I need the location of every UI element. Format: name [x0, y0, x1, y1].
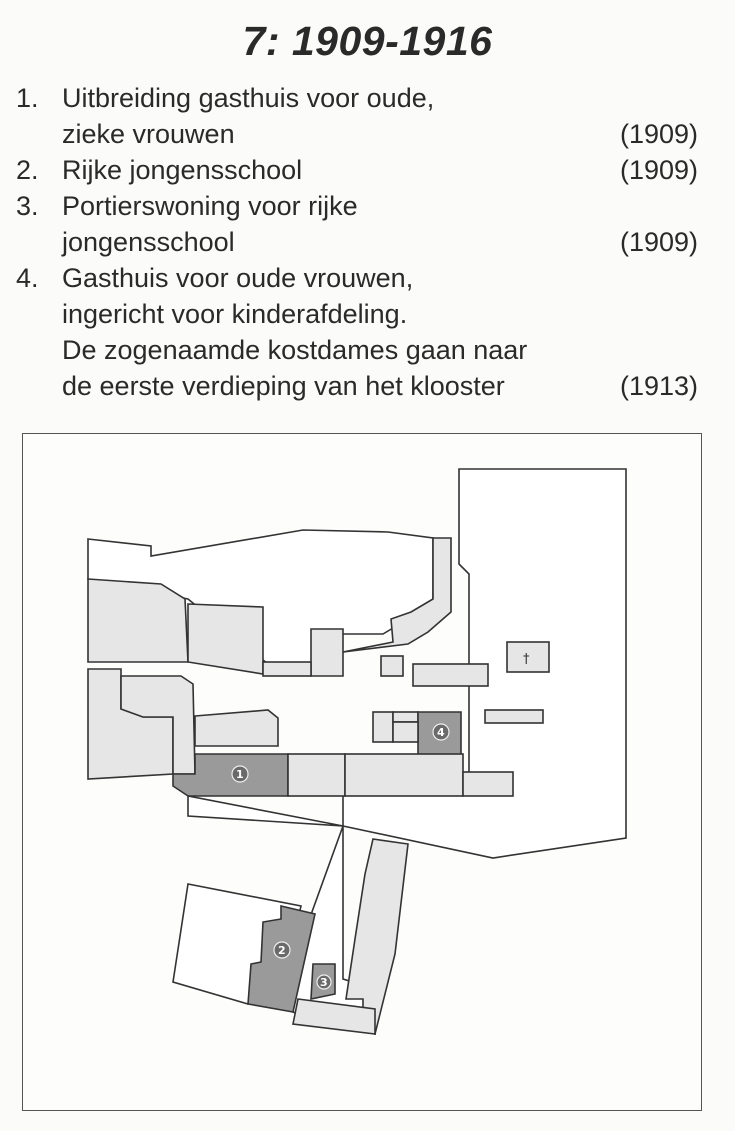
legend-line: Gasthuis voor oude vrouwen, — [62, 263, 414, 293]
chapel-cross-icon: † — [523, 652, 530, 667]
building-west-c — [195, 710, 278, 746]
legend-line — [62, 152, 706, 188]
legend-number: 3. — [16, 191, 39, 221]
building-small-g — [393, 722, 418, 742]
building-row-c — [463, 772, 513, 796]
badge-1-label: 1 — [236, 768, 244, 781]
building-small-e — [373, 712, 393, 742]
building-small-b — [381, 656, 403, 676]
legend-line — [62, 116, 706, 152]
legend-number: 2. — [16, 155, 39, 185]
legend-item-4 — [16, 260, 706, 404]
site-plan-map — [22, 433, 702, 1111]
site-plan-svg — [23, 434, 703, 1112]
building-row-a — [288, 754, 345, 796]
legend-list — [16, 80, 706, 404]
building-nw-b — [188, 604, 263, 674]
legend-year: (1909) — [619, 227, 698, 257]
legend-line: Portierswoning voor rijke — [62, 191, 358, 221]
legend-line-text: Rijke jongensschool — [62, 155, 303, 185]
legend-year: (1913) — [619, 371, 698, 401]
legend-number: 4. — [16, 263, 39, 293]
legend-item-1 — [16, 80, 706, 152]
legend-line: Uitbreiding gasthuis voor oude, — [62, 83, 435, 113]
building-row-b — [345, 754, 463, 796]
building-small-d — [485, 710, 543, 723]
badge-3-label: 3 — [320, 976, 328, 989]
legend-line-text: de eerste verdieping van het klooster — [62, 371, 505, 401]
page-title: 7: 1909-1916 — [242, 18, 493, 64]
legend-line-text: zieke vrouwen — [62, 119, 235, 149]
legend-item-2 — [16, 152, 706, 188]
legend-line-text: jongensschool — [62, 227, 235, 257]
legend-year: (1909) — [619, 155, 698, 185]
badge-2-label: 2 — [278, 944, 286, 957]
legend-item-3 — [16, 188, 706, 260]
legend-number: 1. — [16, 83, 39, 113]
building-small-a — [263, 662, 311, 676]
building-nw-a — [88, 579, 188, 662]
legend-line — [62, 224, 706, 260]
legend-year: (1909) — [619, 119, 698, 149]
badge-4-label: 4 — [437, 726, 445, 739]
legend-line: De zogenaamde kostdames gaan naar — [62, 335, 528, 365]
legend-line: ingericht voor kinderafdeling. — [62, 299, 408, 329]
building-small-f — [393, 712, 418, 722]
legend-line — [62, 368, 706, 404]
building-small-c — [413, 664, 488, 686]
